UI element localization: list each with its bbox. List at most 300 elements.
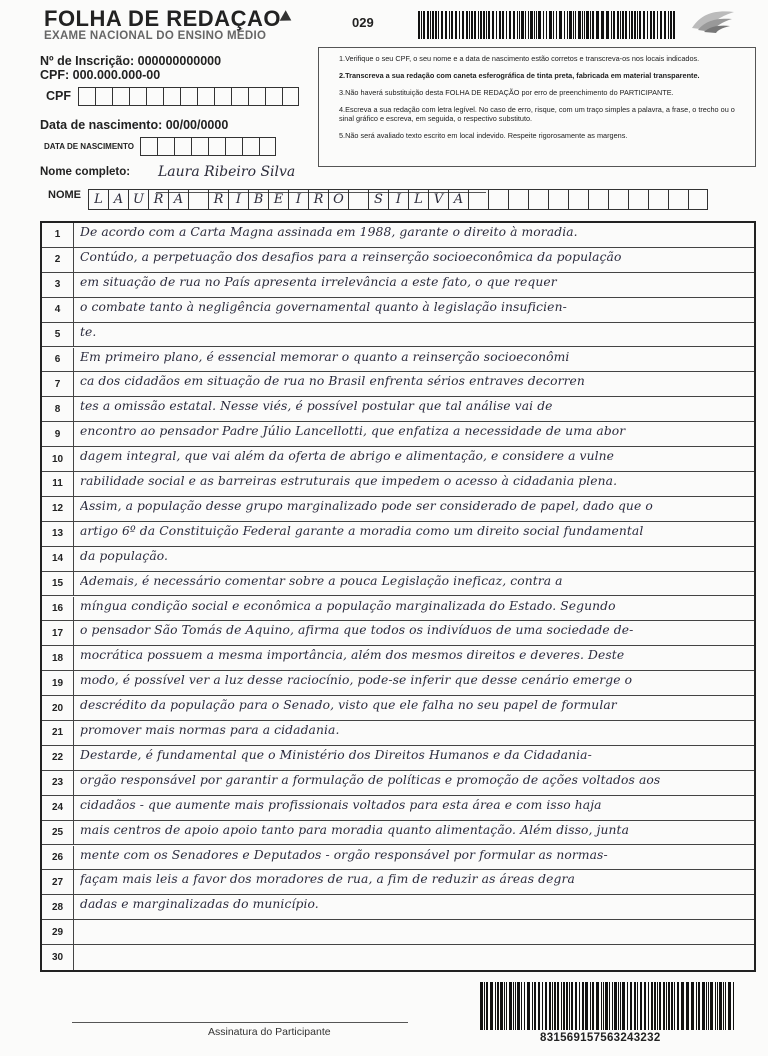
handwritten-text: te. xyxy=(80,324,97,339)
barcode-bar xyxy=(500,982,503,1030)
instruction-item: 3.Não haverá substituição desta FOLHA DE REDAÇÃO por erro de preenchimento do PARTICIPANTE. xyxy=(339,87,674,97)
essay-line xyxy=(42,348,754,373)
barcode-bar xyxy=(630,982,632,1030)
barcode-bar xyxy=(698,982,700,1030)
handwritten-text: encontro ao pensador Padre Júlio Lancellotti, que enfatiza a necessidade de uma abor xyxy=(80,424,626,439)
barcode-bar xyxy=(702,982,705,1030)
handwritten-text: promover mais normas para a cidadania. xyxy=(80,723,340,737)
barcode-bar xyxy=(657,982,658,1030)
name-letter-box xyxy=(588,189,608,210)
handwritten-text: Assim, a população desse grupo marginalizado pode ser considerado de papel, dado que o xyxy=(80,498,653,513)
barcode-bar xyxy=(650,11,652,39)
barcode-bar xyxy=(647,11,648,39)
line-number: 11 xyxy=(42,472,74,496)
barcode-bar xyxy=(534,982,536,1030)
line-number: 28 xyxy=(42,895,74,919)
instruction-item: 5.Não será avaliado texto escrito em local indevido. Respeite rigorosamente as margens. xyxy=(339,131,628,141)
logo-icon xyxy=(688,8,736,34)
essay-line xyxy=(42,746,754,771)
top-barcode xyxy=(418,11,676,39)
handwritten-text: em situação de rua no País apresenta irrelevância a este fato, o que requer xyxy=(80,274,557,289)
barcode-bar xyxy=(427,11,429,39)
barcode-bar xyxy=(513,11,515,39)
barcode-bar xyxy=(582,11,583,39)
barcode-bar xyxy=(614,982,617,1030)
name-letter-boxes[interactable] xyxy=(88,189,708,210)
barcode-bar xyxy=(515,982,517,1030)
barcode-bar xyxy=(421,11,422,39)
barcode-bar xyxy=(549,982,552,1030)
line-number: 20 xyxy=(42,696,74,720)
essay-line xyxy=(42,372,754,397)
essay-line xyxy=(42,323,754,348)
line-number: 13 xyxy=(42,522,74,546)
handwritten-text: Destarde, é fundamental que o Ministério dos Direitos Humanos e da Cidadania- xyxy=(80,747,592,762)
name-letter-box xyxy=(528,189,548,210)
barcode-bar xyxy=(569,11,571,39)
handwritten-text: mocrática possuem a mesma importância, além dos mesmos direitos e deveres. Deste xyxy=(80,648,625,663)
line-number: 24 xyxy=(42,796,74,820)
essay-line xyxy=(42,248,754,273)
name-letter-box: L xyxy=(408,189,428,210)
handwritten-text: mais centros de apoio apoio tanto para moradia quanto alimentação. Além disso, junta xyxy=(80,822,629,837)
handwritten-text: dagem integral, que vai além da oferta de abrigo e alimentação, e considere a vulne xyxy=(80,449,615,464)
barcode-bar xyxy=(532,982,533,1030)
barcode-bar xyxy=(488,11,490,39)
handwritten-text: ca dos cidadãos em situação de rua no Brasil enfrenta sérios entraves decorren xyxy=(80,374,585,389)
essay-line xyxy=(42,895,754,920)
line-number: 4 xyxy=(42,298,74,322)
essay-line xyxy=(42,621,754,646)
barcode-bar xyxy=(579,982,580,1030)
essay-line xyxy=(42,472,754,497)
line-number: 18 xyxy=(42,646,74,670)
line-number: 22 xyxy=(42,746,74,770)
line-number: 5 xyxy=(42,323,74,347)
barcode-bar xyxy=(668,982,670,1030)
barcode-bar xyxy=(432,11,434,39)
essay-line xyxy=(42,796,754,821)
barcode-bar xyxy=(538,11,540,39)
barcode-bar xyxy=(561,982,562,1030)
barcode-bar xyxy=(564,11,565,39)
sheet-number: 029 xyxy=(352,15,374,30)
barcode-bar xyxy=(622,11,624,39)
handwritten-text: dadas e marginalizadas do município. xyxy=(80,897,319,912)
barcode-bar xyxy=(640,982,642,1030)
barcode-bar xyxy=(725,982,727,1030)
barcode-bar xyxy=(637,982,638,1030)
barcode-bar xyxy=(611,11,612,39)
name-letter-box xyxy=(488,189,508,210)
barcode-bar xyxy=(644,982,647,1030)
line-number: 26 xyxy=(42,846,74,870)
line-number: 17 xyxy=(42,621,74,645)
handwritten-text: Ademais, é necessário comentar sobre a pouca Legislação ineficaz, contra a xyxy=(80,573,563,588)
essay-line xyxy=(42,497,754,522)
sheet-title: FOLHA DE REDAÇAO xyxy=(44,6,281,31)
handwritten-text: modo, é possível ver a luz desse raciocínio, pode-se inferir que desse cenário emerge o xyxy=(80,673,633,688)
handwritten-text: artigo 6º da Constituição Federal garante a moradia como um direito social fundamental xyxy=(80,523,644,538)
name-letter-box: I xyxy=(388,189,408,210)
name-letter-box: R xyxy=(208,189,228,210)
barcode-bar xyxy=(423,11,425,39)
fullname-value[interactable]: Laura Ribeiro Silva xyxy=(158,164,296,180)
essay-line xyxy=(42,422,754,447)
handwritten-text: da população. xyxy=(80,548,169,563)
barcode-bar xyxy=(571,982,573,1030)
barcode-bar xyxy=(723,982,724,1030)
barcode-bar xyxy=(554,982,556,1030)
barcode-bar xyxy=(674,982,675,1030)
barcode-bar xyxy=(663,982,666,1030)
line-number: 14 xyxy=(42,547,74,571)
barcode-bar xyxy=(517,11,518,39)
barcode-bar xyxy=(627,982,628,1030)
barcode-bar xyxy=(664,11,666,39)
barcode-bar xyxy=(643,11,645,39)
barcode-bar xyxy=(612,982,614,1030)
name-letter-box: E xyxy=(268,189,288,210)
barcode-bar xyxy=(530,11,532,39)
essay-line xyxy=(42,696,754,721)
essay-line xyxy=(42,920,754,945)
barcode-bar xyxy=(584,11,586,39)
barcode-bar xyxy=(435,11,437,39)
name-letter-box: R xyxy=(308,189,328,210)
name-letter-box: R xyxy=(148,189,168,210)
barcode-bar xyxy=(715,982,716,1030)
barcode-bar xyxy=(639,11,641,39)
essay-line xyxy=(42,397,754,422)
barcode-bar xyxy=(653,11,655,39)
line-number: 30 xyxy=(42,945,74,970)
barcode-bar xyxy=(549,11,551,39)
line-number: 29 xyxy=(42,920,74,944)
barcode-bar xyxy=(449,11,450,39)
barcode-bar xyxy=(719,982,722,1030)
barcode-bar xyxy=(462,11,464,39)
name-letter-box xyxy=(188,189,208,210)
name-letter-box: S xyxy=(368,189,388,210)
line-number: 2 xyxy=(42,248,74,272)
barcode-bar xyxy=(557,982,560,1030)
barcode-bar xyxy=(592,982,594,1030)
barcode-bar xyxy=(495,982,496,1030)
birth-label: Data de nascimento: 00/00/0000 xyxy=(40,118,229,132)
barcode-bar xyxy=(654,982,657,1030)
barcode-bar xyxy=(517,982,520,1030)
essay-line xyxy=(42,646,754,671)
barcode-bar xyxy=(668,11,669,39)
barcode-bar xyxy=(629,11,630,39)
barcode-bar xyxy=(445,11,447,39)
barcode-bar xyxy=(438,11,439,39)
essay-line xyxy=(42,721,754,746)
barcode-bar xyxy=(567,11,569,39)
name-letter-box: I xyxy=(228,189,248,210)
essay-line xyxy=(42,572,754,597)
barcode-bar xyxy=(603,982,605,1030)
line-number: 19 xyxy=(42,671,74,695)
barcode-bar xyxy=(648,982,649,1030)
line-number: 16 xyxy=(42,597,74,621)
barcode-bar xyxy=(504,982,505,1030)
barcode-bar xyxy=(634,982,637,1030)
handwritten-text: mente com os Senadores e Deputados - orgão responsável por formular as normas- xyxy=(80,847,608,862)
barcode-bar xyxy=(625,11,627,39)
barcode-bar xyxy=(483,11,485,39)
barcode-bar xyxy=(469,11,470,39)
name-letter-box: A xyxy=(108,189,128,210)
name-letter-box: A xyxy=(168,189,188,210)
barcode-bar xyxy=(733,982,734,1030)
cpf-box-label: CPF xyxy=(46,89,71,103)
barcode-bar xyxy=(492,11,494,39)
name-letter-box xyxy=(608,189,628,210)
line-number: 7 xyxy=(42,372,74,396)
inscricao-label: Nº de Inscrição: 000000000000 xyxy=(40,54,222,68)
cpf-text: CPF: 000.000.000-00 xyxy=(40,68,161,82)
barcode-bar xyxy=(631,11,633,39)
barcode-bar xyxy=(677,982,679,1030)
barcode-bar xyxy=(622,982,625,1030)
barcode-number: 831569157563243232 xyxy=(540,1032,661,1044)
essay-line xyxy=(42,870,754,895)
barcode-bar xyxy=(480,982,483,1030)
essay-line xyxy=(42,547,754,572)
name-letter-box: O xyxy=(328,189,348,210)
name-letter-box: L xyxy=(88,189,108,210)
essay-line xyxy=(42,771,754,796)
handwritten-text: Em primeiro plano, é essencial memorar o quanto a reinserção socioeconômi xyxy=(80,349,570,364)
name-letter-box xyxy=(668,189,688,210)
name-box-label: NOME xyxy=(48,189,81,201)
essay-line xyxy=(42,597,754,622)
bottom-barcode xyxy=(480,982,736,1030)
barcode-bar xyxy=(566,982,569,1030)
barcode-bar xyxy=(497,982,499,1030)
name-letter-box: B xyxy=(248,189,268,210)
instructions-box xyxy=(318,47,756,167)
barcode-bar xyxy=(671,982,674,1030)
line-number: 21 xyxy=(42,721,74,745)
birth-box-label: DATA DE NASCIMENTO xyxy=(44,142,134,151)
barcode-bar xyxy=(708,982,710,1030)
name-letter-box xyxy=(648,189,668,210)
name-letter-box xyxy=(548,189,568,210)
barcode-bar xyxy=(542,982,543,1030)
barcode-bar xyxy=(441,11,443,39)
barcode-bar xyxy=(536,11,538,39)
line-number: 25 xyxy=(42,821,74,845)
essay-line xyxy=(42,273,754,298)
barcode-bar xyxy=(582,982,584,1030)
barcode-bar xyxy=(710,982,713,1030)
barcode-bar xyxy=(466,11,468,39)
essay-line xyxy=(42,447,754,472)
name-letter-box: I xyxy=(288,189,308,210)
barcode-bar xyxy=(602,11,604,39)
barcode-bar xyxy=(606,11,608,39)
instruction-item: 4.Escreva a sua redação com letra legível. No caso de erro, risque, com um traço simples a palavra, a frase, o trecho ou o sinal gráfico e escreva, em seguida, o respectivo substituto. xyxy=(339,104,735,124)
name-letter-box: U xyxy=(128,189,148,210)
barcode-bar xyxy=(486,11,487,39)
barcode-bar xyxy=(521,11,523,39)
essay-line xyxy=(42,223,754,248)
line-number: 9 xyxy=(42,422,74,446)
barcode-bar xyxy=(418,11,420,39)
barcode-bar xyxy=(651,982,653,1030)
barcode-bar xyxy=(590,11,591,39)
barcode-bar xyxy=(609,982,610,1030)
line-number: 15 xyxy=(42,572,74,596)
barcode-bar xyxy=(660,11,662,39)
barcode-bar xyxy=(592,11,594,39)
line-number: 27 xyxy=(42,870,74,894)
name-letter-box xyxy=(508,189,528,210)
barcode-bar xyxy=(573,11,574,39)
handwritten-text: rabilidade social e as barreiras estruturais que impedem o acesso à cidadania plena. xyxy=(80,474,618,488)
barcode-bar xyxy=(524,982,526,1030)
barcode-bar xyxy=(430,11,431,39)
barcode-bar xyxy=(521,982,522,1030)
handwritten-text: De acordo com a Carta Magna assinada em 1988, garante o direito à moradia. xyxy=(80,225,578,239)
handwritten-text: Contúdo, a perpetuação dos desafios para a reinserção socioeconômica da população xyxy=(80,249,622,264)
barcode-bar xyxy=(486,982,488,1030)
barcode-bar xyxy=(578,11,580,39)
line-number: 23 xyxy=(42,771,74,795)
essay-line xyxy=(42,846,754,871)
name-letter-box: A xyxy=(448,189,468,210)
line-number: 3 xyxy=(42,273,74,297)
line-number: 6 xyxy=(42,348,74,372)
barcode-bar xyxy=(559,11,561,39)
handwritten-text: descrédito da população para o Senado, visto que ele falha no seu papel de formular xyxy=(80,698,617,713)
barcode-bar xyxy=(545,982,547,1030)
barcode-bar xyxy=(534,11,535,39)
barcode-bar xyxy=(525,11,526,39)
line-number: 10 xyxy=(42,447,74,471)
barcode-bar xyxy=(478,11,479,39)
cpf-boxes[interactable] xyxy=(78,87,299,106)
barcode-bar xyxy=(596,11,598,39)
barcode-bar xyxy=(601,982,602,1030)
handwritten-text: cidadãos - que aumente mais profissionais voltados para esta área e com isso haja xyxy=(80,797,602,812)
barcode-bar xyxy=(513,982,514,1030)
barcode-bar xyxy=(681,982,684,1030)
signature-label: Assinatura do Participante xyxy=(208,1026,331,1038)
barcode-bar xyxy=(575,11,577,39)
barcode-bar xyxy=(617,11,619,39)
barcode-bar xyxy=(538,982,541,1030)
handwritten-text: orgão responsável por garantir a formulação de políticas e promoção de ações voltados aos xyxy=(80,772,661,787)
barcode-bar xyxy=(590,982,591,1030)
signature-line[interactable] xyxy=(72,1022,408,1023)
barcode-bar xyxy=(459,11,460,39)
handwritten-text: o combate tanto à negligência governamental quanto à legislação insuficien- xyxy=(80,299,567,314)
barcode-bar xyxy=(509,982,512,1030)
line-number: 8 xyxy=(42,397,74,421)
barcode-bar xyxy=(605,982,608,1030)
barcode-bar xyxy=(618,982,619,1030)
barcode-bar xyxy=(613,11,615,39)
essay-line xyxy=(42,671,754,696)
birth-boxes[interactable] xyxy=(140,137,276,156)
barcode-bar xyxy=(717,982,719,1030)
barcode-bar xyxy=(553,11,554,39)
barcode-bar xyxy=(506,11,507,39)
barcode-bar xyxy=(546,11,548,39)
barcode-bar xyxy=(706,982,707,1030)
barcode-bar xyxy=(451,11,453,39)
essay-line xyxy=(42,821,754,846)
barcode-bar xyxy=(455,11,457,39)
barcode-bar xyxy=(563,982,565,1030)
name-letter-box xyxy=(628,189,648,210)
barcode-bar xyxy=(620,11,621,39)
barcode-bar xyxy=(527,982,530,1030)
line-number: 12 xyxy=(42,497,74,521)
barcode-bar xyxy=(686,982,687,1030)
barcode-bar xyxy=(596,982,599,1030)
name-letter-box xyxy=(348,189,368,210)
barcode-bar xyxy=(687,982,689,1030)
barcode-bar xyxy=(637,11,638,39)
barcode-bar xyxy=(620,982,622,1030)
name-letter-box xyxy=(688,189,708,210)
barcode-bar xyxy=(506,982,508,1030)
barcode-bar xyxy=(666,982,667,1030)
handwritten-text: míngua condição social e econômica a população marginalizada do Estado. Segundo xyxy=(80,598,616,613)
corner-arrow-icon xyxy=(280,10,295,25)
handwritten-text: tes a omissão estatal. Nesse viés, é possível postular que tal análise vai de xyxy=(80,399,553,414)
handwritten-text: o pensador São Tomás de Aquino, afirma que todos os indivíduos de uma sociedade de- xyxy=(80,623,634,638)
barcode-bar xyxy=(499,11,501,39)
barcode-bar xyxy=(474,11,476,39)
essay-line xyxy=(42,298,754,323)
barcode-bar xyxy=(691,982,694,1030)
exam-name: EXAME NACIONAL DO ENSINO MÉDIO xyxy=(44,30,267,42)
barcode-bar xyxy=(484,982,485,1030)
barcode-bar xyxy=(490,982,493,1030)
barcode-bar xyxy=(528,11,530,39)
essay-line xyxy=(42,945,754,970)
name-letter-box xyxy=(568,189,588,210)
barcode-bar xyxy=(519,11,521,39)
handwritten-text: façam mais leis a favor dos moradores de rua, a fim de reduzir as áreas degra xyxy=(80,872,575,887)
barcode-bar xyxy=(673,11,675,39)
barcode-bar xyxy=(586,11,588,39)
barcode-bar xyxy=(670,11,672,39)
line-number: 1 xyxy=(42,223,74,247)
barcode-bar xyxy=(659,982,661,1030)
barcode-bar xyxy=(556,11,558,39)
barcode-bar xyxy=(502,11,504,39)
barcode-bar xyxy=(585,982,588,1030)
barcode-bar xyxy=(471,11,473,39)
barcode-bar xyxy=(569,982,570,1030)
instruction-item: 2.Transcreva a sua redação com caneta esferográfica de tinta preta, fabricada em material transparente. xyxy=(339,70,700,80)
essay-area[interactable] xyxy=(40,221,756,972)
barcode-bar xyxy=(496,11,497,39)
barcode-bar xyxy=(696,982,697,1030)
barcode-bar xyxy=(480,11,482,39)
barcode-bar xyxy=(634,11,636,39)
barcode-bar xyxy=(728,982,731,1030)
essay-line xyxy=(42,522,754,547)
barcode-bar xyxy=(509,11,511,39)
